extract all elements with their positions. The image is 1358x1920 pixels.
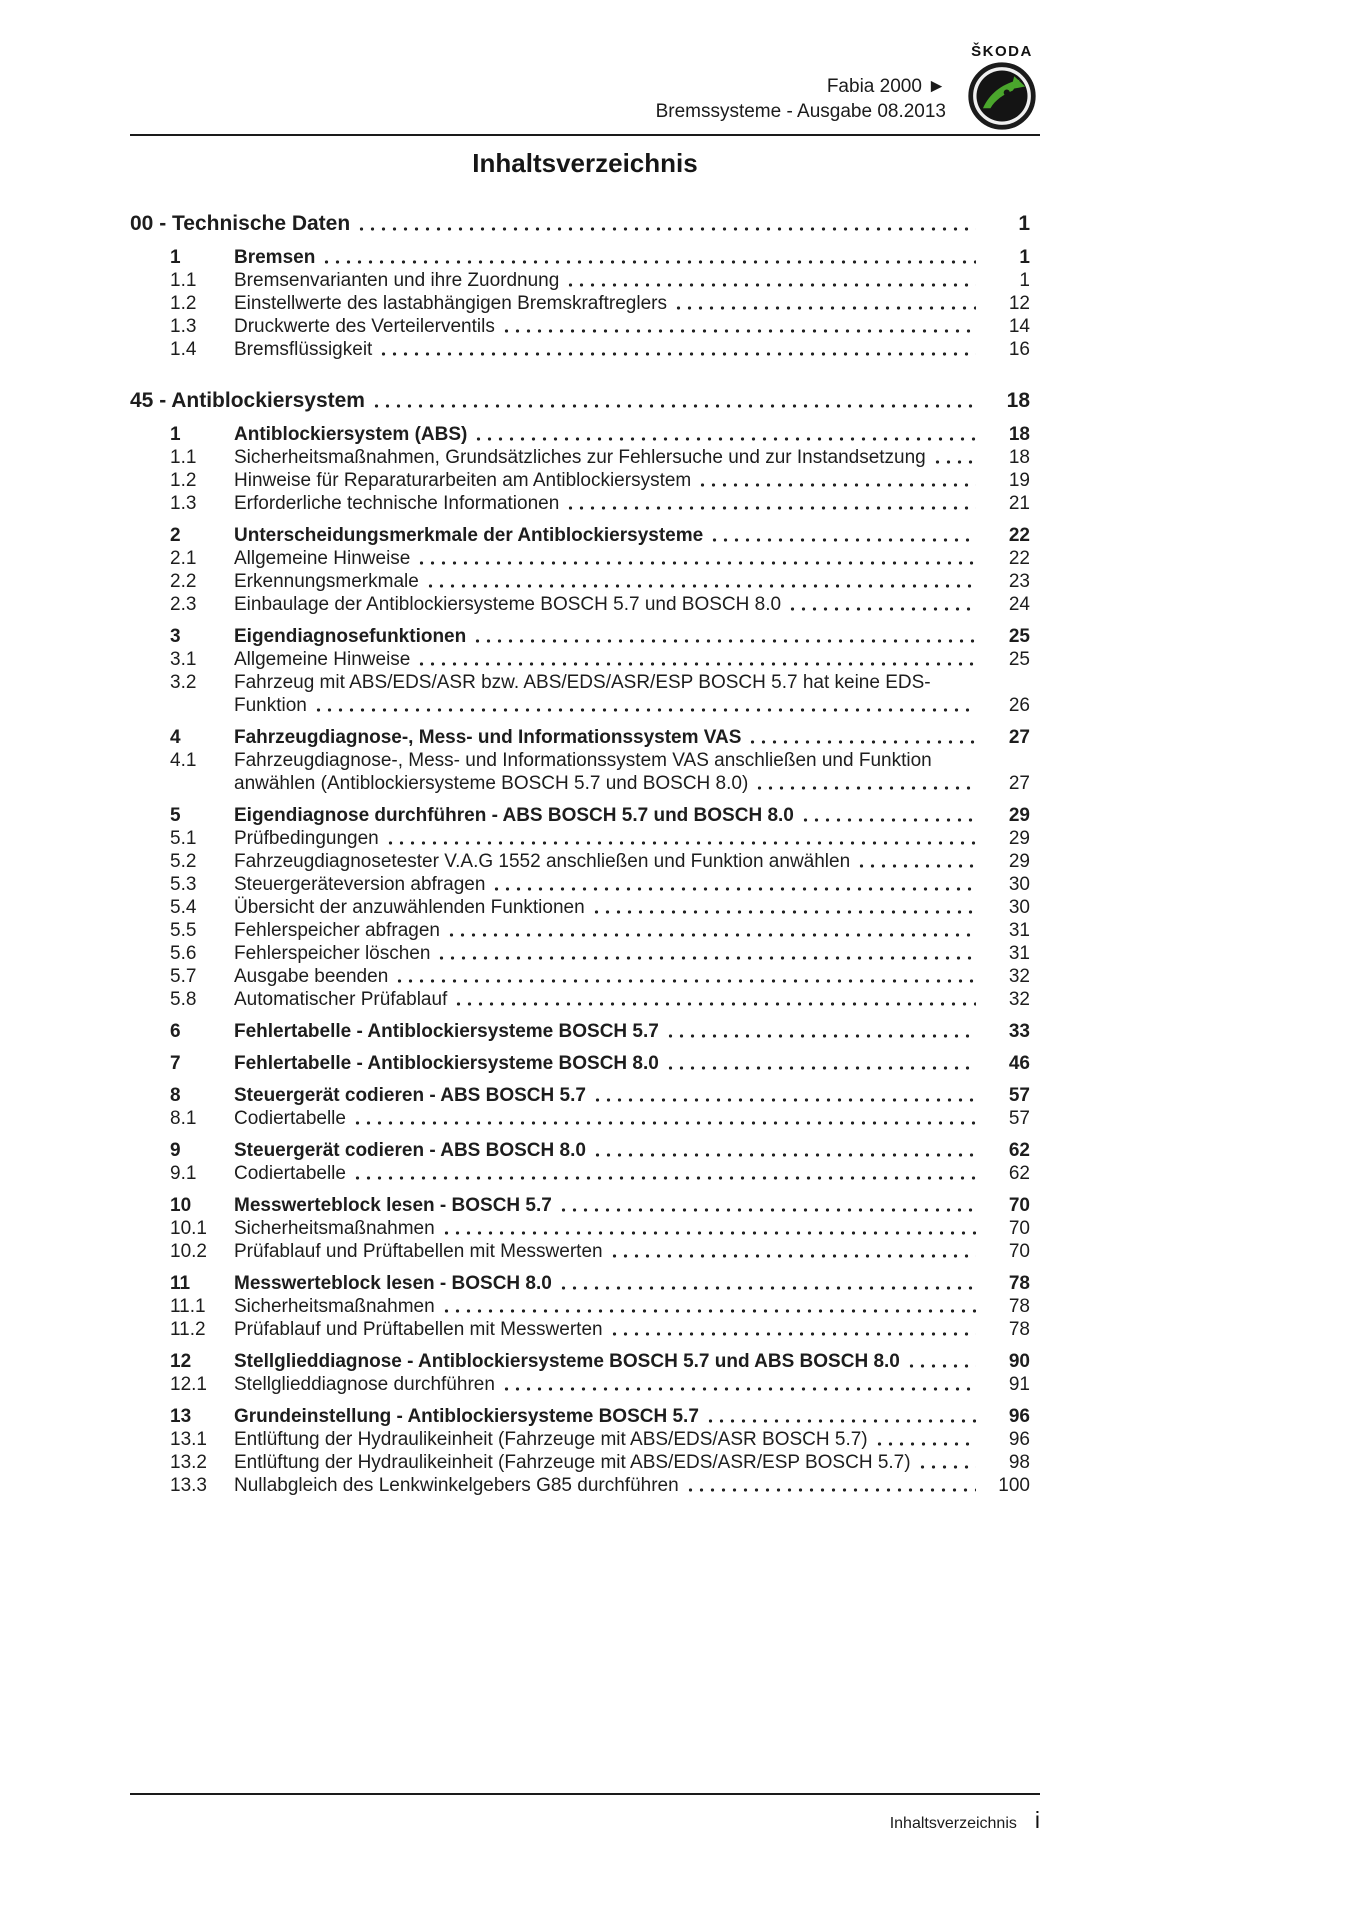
dot-leader [378, 338, 976, 361]
toc-entry-row [130, 1217, 1040, 1240]
brand-wordmark: ŠKODA [971, 43, 1033, 60]
dot-leader [874, 1428, 976, 1451]
entry-title: Eigendiagnosefunktionen [234, 626, 467, 647]
brand-logo [964, 43, 1040, 130]
entry-page-number: 31 [1008, 943, 1030, 964]
toc-entry-row [130, 1139, 1040, 1162]
toc-entry-row [130, 570, 1040, 593]
toc-entry-row [130, 1318, 1040, 1341]
dot-leader [665, 1020, 976, 1043]
entry-title: Fehlertabelle - Antiblockiersysteme BOSCH 8.0 [234, 1053, 659, 1074]
entry-number: 1.3 [170, 316, 197, 337]
chapter-page-number: 1 [1018, 212, 1030, 235]
entry-page-number: 70 [1008, 1241, 1030, 1262]
entry-number: 11 [170, 1273, 191, 1294]
dot-leader [609, 1240, 976, 1263]
chapter-title: 00 - Technische Daten [130, 212, 351, 235]
entry-page-number: 78 [1008, 1296, 1030, 1317]
dot-leader [906, 1350, 976, 1373]
toc [130, 210, 1040, 1497]
toc-entry-row [130, 1162, 1040, 1185]
entry-page-number: 26 [1008, 695, 1030, 716]
entry-page-number: 91 [1008, 1374, 1030, 1395]
entry-title: Sicherheitsmaßnahmen, Grundsätzliches zur Fehlersuche und zur Instandsetzung [234, 447, 926, 468]
model-line: Fabia 2000 ► [826, 76, 946, 97]
toc-entry-row [130, 338, 1040, 361]
toc-entry-row [130, 1373, 1040, 1396]
toc-entry-row [130, 896, 1040, 919]
entry-title: Automatischer Prüfablauf [234, 989, 448, 1010]
entry-title: Bremsen [234, 247, 316, 268]
entry-title: Allgemeine Hinweise [234, 548, 411, 569]
toc-entry-row [130, 492, 1040, 515]
dot-leader [313, 694, 976, 717]
entry-page-number: 29 [1008, 805, 1030, 826]
entry-title: Einstellwerte des lastabhängigen Bremskraftreglers [234, 293, 667, 314]
entry-page-number: 16 [1008, 339, 1030, 360]
dot-leader [352, 1107, 976, 1130]
entry-number: 2.2 [170, 571, 197, 592]
dot-leader [697, 469, 976, 492]
entry-page-number: 29 [1008, 828, 1030, 849]
entry-number: 2.1 [170, 548, 197, 569]
dot-leader [491, 873, 976, 896]
toc-entry-row [130, 919, 1040, 942]
entry-number: 9.1 [170, 1163, 197, 1184]
toc-entry-row [130, 469, 1040, 492]
toc-entry-row [130, 827, 1040, 850]
entry-page-number: 32 [1008, 966, 1030, 987]
toc-entry-row [130, 988, 1040, 1011]
toc-entry-row [130, 942, 1040, 965]
entry-number: 5.2 [170, 851, 197, 872]
entry-number: 3.2 [170, 672, 197, 693]
entry-page-number: 70 [1008, 1195, 1030, 1216]
entry-number: 9 [170, 1140, 181, 1161]
entry-number: 5.1 [170, 828, 197, 849]
entry-number: 11.1 [170, 1296, 206, 1317]
entry-page-number: 70 [1008, 1218, 1030, 1239]
entry-title: Prüfablauf und Prüftabellen mit Messwerten [234, 1241, 603, 1262]
toc-entry-row [130, 423, 1040, 446]
toc-entry-row [130, 246, 1040, 269]
entry-title: Unterscheidungsmerkmale der Antiblockiersysteme [234, 525, 704, 546]
entry-number: 7 [170, 1053, 181, 1074]
dot-leader [352, 1162, 976, 1185]
dot-leader [565, 492, 976, 515]
entry-number: 12 [170, 1351, 192, 1372]
entry-title: Codiertabelle [234, 1163, 346, 1184]
entry-number: 3 [170, 626, 181, 647]
entry-number: 6 [170, 1021, 181, 1042]
entry-page-number: 31 [1008, 920, 1030, 941]
entry-number: 1 [170, 247, 181, 268]
dot-leader [558, 1194, 976, 1217]
page-title: Inhaltsverzeichnis [472, 148, 698, 178]
dot-leader [453, 988, 976, 1011]
entry-page-number: 78 [1008, 1273, 1030, 1294]
entry-number: 10 [170, 1195, 192, 1216]
toc-entry-row [130, 873, 1040, 896]
entry-title: Prüfablauf und Prüftabellen mit Messwerten [234, 1319, 603, 1340]
entry-page-number: 96 [1008, 1406, 1030, 1427]
entry-number: 1.1 [170, 447, 197, 468]
entry-page-number: 29 [1008, 851, 1030, 872]
entry-page-number: 27 [1008, 773, 1030, 794]
entry-page-number: 1 [1019, 270, 1030, 291]
entry-title: Antiblockiersystem (ABS) [234, 424, 468, 445]
entry-page-number: 46 [1008, 1053, 1030, 1074]
dot-leader [592, 1084, 976, 1107]
entry-title: Codiertabelle [234, 1108, 346, 1129]
dot-leader [747, 726, 976, 749]
footer-label: Inhaltsverzeichnis [889, 1815, 1017, 1832]
toc-entry-row [130, 1428, 1040, 1451]
entry-number: 5.4 [170, 897, 197, 918]
entry-title: Erkennungsmerkmale [234, 571, 419, 592]
toc-entry-row [130, 1474, 1040, 1497]
entry-page-number: 100 [998, 1475, 1030, 1496]
dot-leader [856, 850, 976, 873]
dot-leader [441, 1217, 976, 1240]
entry-page-number: 19 [1008, 470, 1030, 491]
entry-number: 4.1 [170, 750, 197, 771]
dot-leader [665, 1052, 976, 1075]
entry-page-number: 30 [1008, 897, 1030, 918]
entry-title: Fehlerspeicher abfragen [234, 920, 440, 941]
toc-entry-row [130, 269, 1040, 292]
entry-title: Fahrzeugdiagnose-, Mess- und Informationssystem VAS [234, 727, 742, 748]
entry-page-number: 18 [1008, 447, 1030, 468]
entry-page-number: 12 [1008, 293, 1030, 314]
entry-title: Funktion [234, 695, 307, 716]
entry-title: Erforderliche technische Informationen [234, 493, 560, 514]
entry-number: 11.2 [170, 1319, 206, 1340]
entry-title: Prüfbedingungen [234, 828, 379, 849]
skoda-logo-icon [964, 62, 1040, 130]
entry-title: Fahrzeug mit ABS/EDS/ASR bzw. ABS/EDS/ASR/ESP BOSCH 5.7 hat keine EDS- [234, 672, 931, 693]
entry-title: Fehlertabelle - Antiblockiersysteme BOSCH 5.7 [234, 1021, 659, 1042]
entry-title: Steuergerät codieren - ABS BOSCH 8.0 [234, 1140, 586, 1161]
dot-leader [673, 292, 976, 315]
footer-page-number: i [1034, 1807, 1040, 1833]
dot-leader [685, 1474, 976, 1497]
entry-page-number: 22 [1008, 548, 1030, 569]
toc-entry-row [130, 315, 1040, 338]
dot-leader [356, 210, 976, 238]
entry-number: 4 [170, 727, 181, 748]
chapter-title: 45 - Antiblockiersystem [130, 389, 365, 412]
toc-entry-row [130, 694, 1040, 717]
toc-entry-row [130, 671, 1040, 694]
entry-title: Messwerteblock lesen - BOSCH 5.7 [234, 1195, 552, 1216]
dot-leader [441, 1295, 976, 1318]
dot-leader [416, 547, 976, 570]
toc-chapter-row [130, 387, 1040, 415]
entry-number: 5 [170, 805, 181, 826]
entry-title: Einbaulage der Antiblockiersysteme BOSCH 5.7 und BOSCH 8.0 [234, 594, 782, 615]
entry-number: 1.1 [170, 270, 197, 291]
dot-leader [394, 965, 976, 988]
toc-entry-row [130, 625, 1040, 648]
entry-page-number: 62 [1008, 1140, 1030, 1161]
dot-leader [321, 246, 976, 269]
toc-entry-row [130, 1107, 1040, 1130]
toc-entry-row [130, 1350, 1040, 1373]
entry-page-number: 30 [1008, 874, 1030, 895]
page-footer [130, 1793, 1040, 1834]
toc-entry-row [130, 1020, 1040, 1043]
entry-number: 3.1 [170, 649, 197, 670]
dot-leader [425, 570, 976, 593]
dot-leader [385, 827, 976, 850]
entry-page-number: 25 [1008, 626, 1030, 647]
entry-title: Entlüftung der Hydraulikeinheit (Fahrzeuge mit ABS/EDS/ASR/ESP BOSCH 5.7) [234, 1452, 911, 1473]
toc-entry-row [130, 547, 1040, 570]
entry-page-number: 90 [1008, 1351, 1030, 1372]
entry-number [170, 694, 234, 717]
toc-entry-row [130, 1084, 1040, 1107]
toc-entry-row [130, 772, 1040, 795]
entry-number: 13 [170, 1406, 192, 1427]
entry-number: 2 [170, 525, 181, 546]
dot-leader [754, 772, 976, 795]
toc-entry-row [130, 726, 1040, 749]
toc-entry-row [130, 1194, 1040, 1217]
dot-leader [787, 593, 976, 616]
entry-number: 8 [170, 1085, 181, 1106]
dot-leader [371, 387, 976, 415]
entry-title: Nullabgleich des Lenkwinkelgebers G85 durchführen [234, 1475, 679, 1496]
entry-title: Fahrzeugdiagnosetester V.A.G 1552 anschließen und Funktion anwählen [234, 851, 851, 872]
entry-title: Stellglieddiagnose - Antiblockiersysteme BOSCH 5.7 und ABS BOSCH 8.0 [234, 1351, 900, 1372]
entry-number: 8.1 [170, 1108, 197, 1129]
toc-entry-row [130, 1272, 1040, 1295]
dot-leader [446, 919, 976, 942]
entry-title: Stellglieddiagnose durchführen [234, 1374, 495, 1395]
entry-title: Druckwerte des Verteilerventils [234, 316, 495, 337]
toc-entry-row [130, 446, 1040, 469]
entry-number: 10.2 [170, 1241, 207, 1262]
entry-number: 5.3 [170, 874, 197, 895]
dot-leader [558, 1272, 976, 1295]
toc-entry-row [130, 965, 1040, 988]
entry-title: anwählen (Antiblockiersysteme BOSCH 5.7 und BOSCH 8.0) [234, 773, 749, 794]
entry-number: 5.6 [170, 943, 197, 964]
toc-entry-row [130, 1295, 1040, 1318]
entry-number [170, 772, 234, 795]
toc-entry-row [130, 524, 1040, 547]
dot-leader [800, 804, 976, 827]
dot-leader [501, 315, 976, 338]
dot-leader [565, 269, 976, 292]
entry-title: Übersicht der anzuwählenden Funktionen [234, 897, 585, 918]
toc-entry-row [130, 850, 1040, 873]
entry-title: Fehlerspeicher löschen [234, 943, 431, 964]
toc-chapter-row [130, 210, 1040, 238]
entry-page-number: 57 [1008, 1108, 1030, 1129]
entry-number: 5.7 [170, 966, 197, 987]
dot-leader [472, 625, 976, 648]
entry-page-number: 62 [1008, 1163, 1030, 1184]
dot-leader [705, 1405, 976, 1428]
page-header [130, 0, 1040, 136]
header-text-block [656, 74, 946, 124]
dot-leader [592, 1139, 976, 1162]
entry-number: 1 [170, 424, 181, 445]
entry-number: 13.1 [170, 1429, 207, 1450]
entry-number: 1.3 [170, 493, 197, 514]
entry-title: Fahrzeugdiagnose-, Mess- und Informationssystem VAS anschließen und Funktion [234, 750, 932, 771]
toc-entry-row [130, 648, 1040, 671]
entry-page-number: 25 [1008, 649, 1030, 670]
entry-page-number: 22 [1008, 525, 1030, 546]
entry-page-number: 21 [1008, 493, 1030, 514]
entry-number: 10.1 [170, 1218, 207, 1239]
dot-leader [501, 1373, 976, 1396]
entry-title: Eigendiagnose durchführen - ABS BOSCH 5.7 und BOSCH 8.0 [234, 805, 794, 826]
toc-entry-row [130, 1052, 1040, 1075]
entry-title: Hinweise für Reparaturarbeiten am Antiblockiersystem [234, 470, 692, 491]
entry-page-number: 24 [1008, 594, 1030, 615]
entry-number: 13.2 [170, 1452, 207, 1473]
dot-leader [709, 524, 976, 547]
entry-page-number: 78 [1008, 1319, 1030, 1340]
entry-title: Sicherheitsmaßnahmen [234, 1218, 435, 1239]
entry-page-number: 96 [1008, 1429, 1030, 1450]
entry-page-number: 57 [1008, 1085, 1030, 1106]
entry-page-number: 32 [1008, 989, 1030, 1010]
toc-entry-row [130, 292, 1040, 315]
dot-leader [609, 1318, 976, 1341]
entry-title: Grundeinstellung - Antiblockiersysteme BOSCH 5.7 [234, 1406, 699, 1427]
entry-number: 1.4 [170, 339, 197, 360]
entry-page-number: 14 [1008, 316, 1030, 337]
entry-page-number: 23 [1008, 571, 1030, 592]
entry-page-number: 1 [1019, 247, 1030, 268]
entry-page-number: 33 [1008, 1021, 1030, 1042]
entry-page-number: 18 [1008, 424, 1030, 445]
entry-number: 2.3 [170, 594, 197, 615]
entry-number: 5.5 [170, 920, 197, 941]
dot-leader [932, 446, 976, 469]
entry-number: 1.2 [170, 293, 197, 314]
entry-title: Bremsenvarianten und ihre Zuordnung [234, 270, 560, 291]
toc-entry-row [130, 1405, 1040, 1428]
entry-number: 5.8 [170, 989, 197, 1010]
entry-title: Sicherheitsmaßnahmen [234, 1296, 435, 1317]
entry-title: Steuergeräteversion abfragen [234, 874, 486, 895]
toc-entry-row [130, 749, 1040, 772]
entry-title: Steuergerät codieren - ABS BOSCH 5.7 [234, 1085, 586, 1106]
entry-title: Entlüftung der Hydraulikeinheit (Fahrzeuge mit ABS/EDS/ASR BOSCH 5.7) [234, 1429, 868, 1450]
dot-leader [591, 896, 976, 919]
dot-leader [416, 648, 976, 671]
entry-number: 1.2 [170, 470, 197, 491]
dot-leader [473, 423, 976, 446]
entry-title: Ausgabe beenden [234, 966, 389, 987]
entry-number: 13.3 [170, 1475, 207, 1496]
toc-entry-row [130, 1451, 1040, 1474]
entry-page-number: 98 [1008, 1452, 1030, 1473]
dot-leader [917, 1451, 976, 1474]
entry-title: Allgemeine Hinweise [234, 649, 411, 670]
entry-number: 12.1 [170, 1374, 207, 1395]
dot-leader [436, 942, 976, 965]
chapter-page-number: 18 [1006, 389, 1030, 412]
toc-entry-row [130, 1240, 1040, 1263]
toc-entry-row [130, 593, 1040, 616]
entry-page-number: 27 [1008, 727, 1030, 748]
entry-title: Bremsflüssigkeit [234, 339, 373, 360]
toc-entry-row [130, 804, 1040, 827]
edition-line: Bremssysteme - Ausgabe 08.2013 [655, 101, 946, 122]
entry-title: Messwerteblock lesen - BOSCH 8.0 [234, 1273, 552, 1294]
